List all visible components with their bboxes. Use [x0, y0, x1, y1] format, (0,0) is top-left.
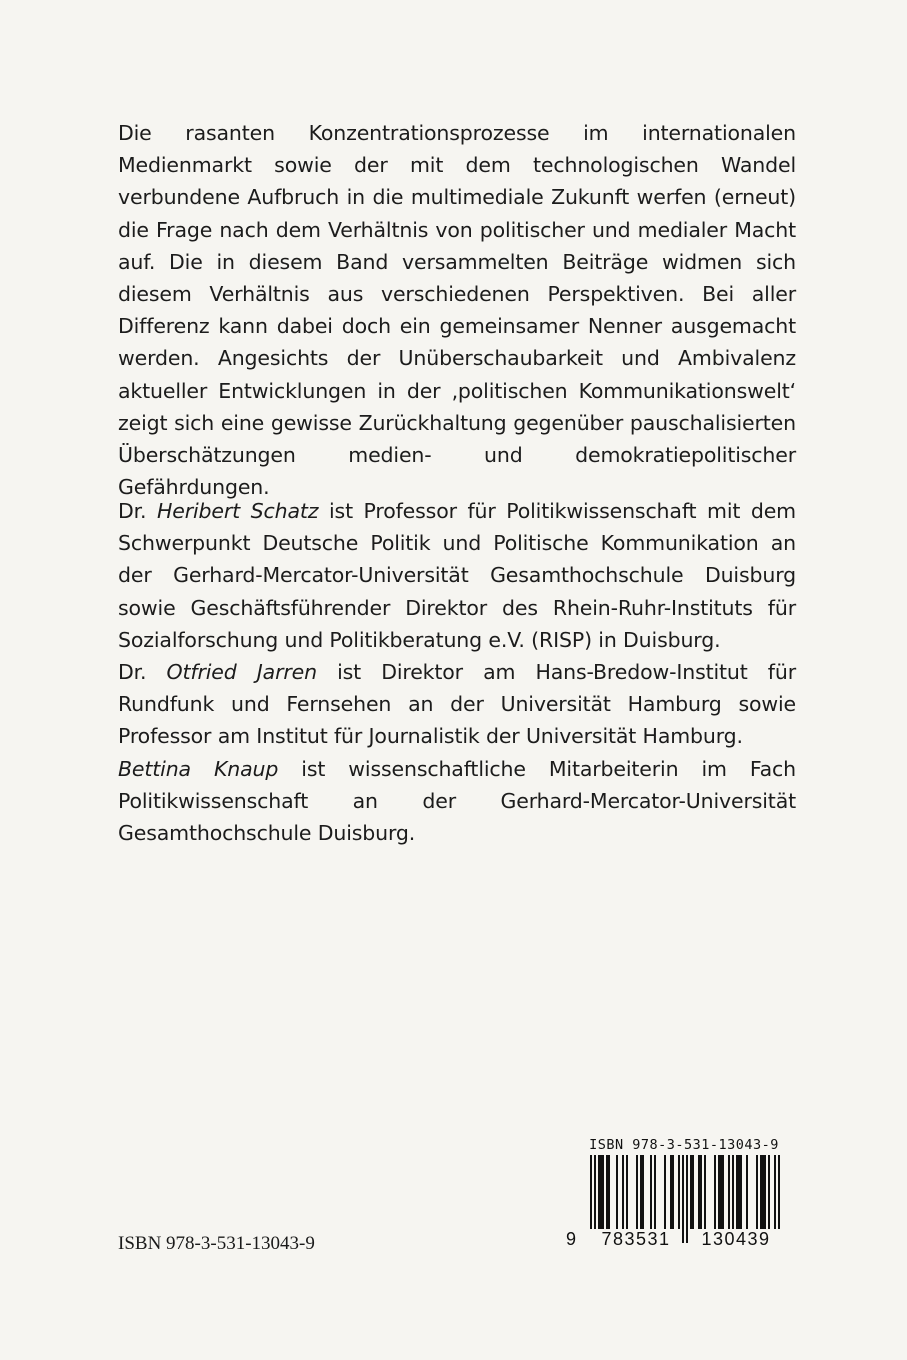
barcode-bar	[714, 1155, 716, 1231]
isbn-barcode	[566, 1137, 802, 1247]
author-bios	[118, 495, 796, 849]
barcode-bar	[762, 1155, 764, 1231]
barcode-bar	[636, 1155, 638, 1231]
abstract-text: Die rasanten Konzentrationsprozesse im internationalen Medienmarkt sowie der mit dem technologischen Wandel verbundene Aufbruch in die multimediale Zukunft werfen (erneut) die Frage nach dem Verhältnis von politischer und medialer Macht auf. Die in diesem Band versammelten Beiträge widmen sich diesem Verhältnis aus verschiedenen Perspektiven. Bei aller Differenz kann dabei doch ein gemeinsamer Nenner ausgemacht werden. Angesichts der Unüberschaubarkeit und Ambivalenz aktueller Entwicklungen in der ‚politischen Kommunikationswelt‘ zeigt sich eine gewisse Zurückhaltung gegenüber pauschalisierten Überschätzungen medien- und demokratiepolitischer Gefährdungen.	[118, 121, 796, 500]
barcode-first-digit: 9	[566, 1229, 577, 1249]
barcode-bar	[602, 1155, 604, 1231]
barcode-bar	[650, 1155, 652, 1231]
barcode-bar	[606, 1155, 608, 1231]
barcode-bar	[600, 1155, 602, 1231]
barcode-bar	[746, 1155, 748, 1231]
bio-prefix: Dr.	[118, 660, 167, 685]
barcode-bar	[642, 1155, 644, 1231]
barcode-bar	[756, 1155, 758, 1231]
barcode-bar	[640, 1155, 642, 1231]
barcode-isbn-text: ISBN 978-3-531-13043-9	[589, 1137, 779, 1153]
barcode-bar	[728, 1155, 730, 1231]
barcode-bar	[670, 1155, 672, 1231]
barcode-right-digits: 130439	[690, 1229, 782, 1250]
barcode-bar	[692, 1155, 694, 1231]
barcode-bar	[704, 1155, 706, 1231]
barcode-bar	[678, 1155, 680, 1231]
barcode-bar	[732, 1155, 734, 1231]
barcode-bar	[764, 1155, 766, 1231]
author-bio-jarren	[118, 656, 796, 753]
barcode-bar	[622, 1155, 624, 1231]
barcode-bar	[598, 1155, 600, 1231]
isbn-label: ISBN 978-3-531-13043-9	[118, 1233, 315, 1254]
barcode-bar	[698, 1155, 700, 1231]
author-name: Heribert Schatz	[157, 499, 319, 523]
author-bio-schatz	[118, 495, 796, 656]
barcode-bar	[722, 1155, 724, 1231]
barcode-bar	[768, 1155, 770, 1231]
barcode-bar	[738, 1155, 740, 1231]
bio-text: ist Professor für Politikwissenschaft mit dem Schwerpunkt Deutsche Politik und Politische Kommunikation an der Gerhard-Mercator-Universität Gesamthochschule Duisburg sowie Geschäftsführender Direktor des Rhein-Ruhr-Instituts für Sozialforschung und Politikberatung e.V. (RISP) in Duisburg.	[118, 499, 797, 652]
author-bio-knaup	[118, 753, 796, 850]
barcode-digits	[566, 1229, 802, 1251]
barcode-bar	[720, 1155, 722, 1231]
barcode-bar	[654, 1155, 656, 1231]
barcode-bar	[740, 1155, 742, 1231]
barcode-bar	[736, 1155, 738, 1231]
barcode-left-digits: 783531	[590, 1229, 682, 1250]
barcode-bar	[690, 1155, 692, 1231]
barcode-bar	[672, 1155, 674, 1231]
author-name: Otfried Jarren	[166, 660, 317, 685]
blurb-paragraph	[118, 117, 796, 503]
bio-prefix: Dr.	[118, 499, 157, 523]
barcode-bar	[608, 1155, 610, 1231]
barcode-bar	[664, 1155, 666, 1231]
barcode-bar	[760, 1155, 762, 1231]
barcode-bar	[700, 1155, 702, 1231]
author-name: Bettina Knaup	[118, 756, 279, 781]
bio-text: ist wissenschaftliche Mitarbeiterin im Fach Politikwissenschaft an der Gerhard-Mercator-Universität Gesamthochschule Duisburg.	[118, 756, 796, 846]
barcode-bar	[616, 1155, 618, 1231]
barcode-bar	[626, 1155, 628, 1231]
bio-text: ist Direktor am Hans-Bredow-Institut für Rundfunk und Fernsehen an der Universität Hamburg sowie Professor am Institut für Journalistik der Universität Hamburg.	[118, 660, 796, 749]
barcode-bar	[718, 1155, 720, 1231]
